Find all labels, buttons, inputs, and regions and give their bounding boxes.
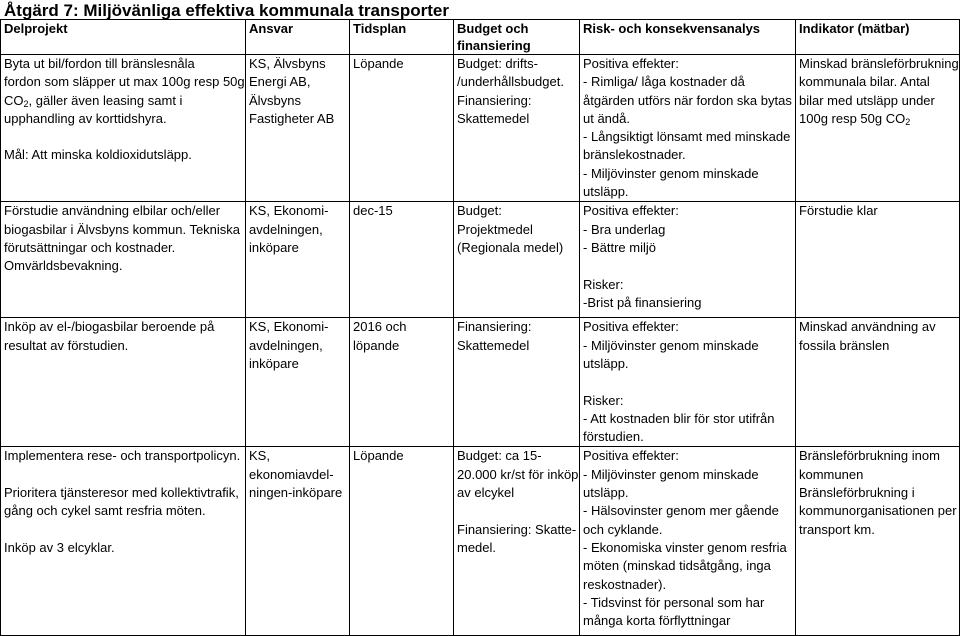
cell-text-line: Positiva effekter:	[583, 56, 679, 71]
cell-budget	[454, 318, 580, 447]
cell-text-line: Finansiering:	[457, 319, 532, 335]
cell-text-line: gång och cykel samt resfria möten.	[4, 503, 206, 519]
cell-tidsplan	[350, 55, 454, 202]
cell-delprojekt	[1, 55, 246, 202]
cell-budget	[454, 447, 580, 636]
cell-text-line: Bränsleförbrukning i	[799, 485, 915, 501]
cell-text-line: Finansiering: Skatte-	[457, 521, 577, 537]
cell-text-line: Implementera rese- och transportpolicyn.	[4, 448, 241, 464]
cell-text-line: Minskad bränsleförbrukning	[799, 56, 959, 71]
cell-text-line: medel.	[457, 539, 497, 555]
cell-tidsplan	[350, 318, 454, 447]
cell-ansvar	[246, 55, 350, 202]
table-row	[1, 318, 960, 447]
cell-text-line: Positiva effekter:	[583, 319, 679, 335]
cell-text-line: - Miljövinster genom minskade	[583, 165, 759, 181]
cell-text-line: - Miljövinster genom minskade	[583, 466, 759, 482]
cell-text-line: - Att kostnaden blir för stor utifrån	[583, 410, 775, 426]
cell-delprojekt	[1, 202, 246, 318]
cell-text-line: kommunen	[799, 466, 864, 482]
cell-text-line: KS, Ekonomi-	[249, 319, 329, 335]
cell-text-line: -Brist på finansiering	[583, 294, 702, 310]
table-row	[1, 447, 960, 636]
cell-indikator	[796, 447, 960, 636]
blank-line	[4, 466, 242, 484]
cell-text-line: Inköp av el-/biogasbilar beroende på	[4, 319, 215, 335]
cell-text-line: Älvsbyns	[249, 92, 302, 108]
cell-text-line: bilar med utsläpp under	[799, 92, 935, 108]
cell-text-line: Skattemedel	[457, 110, 530, 126]
cell-delprojekt	[1, 318, 246, 447]
cell-text-line: KS,	[249, 448, 270, 464]
cell-text-line: Fastigheter AB	[249, 110, 335, 126]
cell-text-line: ekonomiavdel-	[249, 466, 334, 482]
cell-text-line: förutsättningar och kostnader.	[4, 239, 176, 255]
header-tidsplan: Tidsplan	[350, 20, 454, 55]
cell-text-line: Energi AB,	[249, 74, 311, 90]
page-title: Åtgärd 7: Miljövänliga effektiva kommunala transporter	[4, 1, 449, 20]
cell-budget	[454, 202, 580, 318]
cell-text-line: - Miljövinster genom minskade	[583, 337, 759, 353]
cell-text-line: 100g resp 50g $CO_2$	[799, 110, 911, 127]
cell-risk	[580, 202, 796, 318]
cell-text-line: Risker:	[583, 276, 624, 292]
cell-text-line: - Ekonomiska vinster genom resfria	[583, 539, 787, 555]
cell-text-line: Minskad användning av	[799, 319, 936, 335]
cell-text-line: utsläpp.	[583, 355, 629, 371]
cell-text-line: reskostnader).	[583, 576, 667, 592]
cell-text-line: utsläpp.	[583, 184, 629, 200]
cell-indikator	[796, 202, 960, 318]
cell-text-line: biogasbilar i Älvsbyns kommun. Tekniska	[4, 221, 241, 237]
cell-text-line: Förstudie användning elbilar och/eller	[4, 203, 221, 219]
cell-text-line: Förstudie klar	[799, 203, 878, 219]
cell-text-line: kommunala bilar. Antal	[799, 74, 930, 90]
cell-text-line: Mål: Att minska koldioxidutsläpp.	[4, 147, 192, 163]
header-indikator: Indikator (mätbar)	[796, 20, 960, 55]
cell-tidsplan	[350, 202, 454, 318]
cell-text-line: upphandling av korttidshyra.	[4, 110, 167, 126]
blank-line	[4, 521, 242, 539]
cell-text-line: av elcykel	[457, 485, 515, 501]
cell-indikator	[796, 55, 960, 202]
cell-risk	[580, 318, 796, 447]
blank-line	[583, 373, 792, 391]
cell-indikator	[796, 318, 960, 447]
cell-text-line: möten (minskad tidsåtgång, inga	[583, 558, 771, 574]
cell-text-line: Risker:	[583, 392, 624, 408]
table-row	[1, 202, 960, 318]
header-risk: Risk- och konsekvensanalys	[580, 20, 796, 55]
table-row	[1, 55, 960, 202]
header-row	[1, 20, 960, 55]
cell-text-line: Projektmedel	[457, 221, 533, 237]
cell-text-line: Budget:	[457, 203, 502, 219]
cell-text-line: ut ändå.	[583, 110, 630, 126]
cell-text-line: KS, Ekonomi-	[249, 203, 329, 219]
cell-text-line: kommunorganisationen per	[799, 503, 957, 519]
cell-text-line: åtgärden utförs när fordon ska bytas	[583, 92, 792, 108]
cell-text-line: fossila bränslen	[799, 337, 890, 353]
cell-text-line: - Hälsovinster genom mer gående	[583, 503, 779, 519]
blank-line	[4, 128, 242, 146]
cell-ansvar	[246, 447, 350, 636]
cell-text-line: Budget: ca 15-	[457, 448, 542, 464]
cell-text-line: resultat av förstudien.	[4, 337, 129, 353]
cell-text-line: Positiva effekter:	[583, 448, 679, 464]
cell-text-line: - Tidsvinst för personal som har	[583, 594, 765, 610]
cell-text-line: löpande	[353, 337, 400, 353]
cell-text-line: Bränsleförbrukning inom	[799, 448, 940, 464]
cell-text-line: Finansiering:	[457, 92, 532, 108]
cell-text-line: 2016 och	[353, 319, 407, 335]
cell-ansvar	[246, 202, 350, 318]
cell-text-line: Omvärldsbevakning.	[4, 258, 123, 274]
cell-text-line: många korta förflyttningar	[583, 613, 731, 629]
cell-text-line: Prioritera tjänsteresor med kollektivtrafik,	[4, 485, 239, 501]
cell-text-line: Löpande	[353, 448, 404, 464]
cell-text-line: ningen-inköpare	[249, 485, 343, 501]
header-budget: Budget och finansiering	[454, 20, 580, 55]
cell-text-line: transport km.	[799, 521, 875, 537]
cell-text-line: inköpare	[249, 239, 299, 255]
action-table	[0, 19, 960, 636]
cell-text-line: - Bättre miljö	[583, 239, 656, 255]
cell-delprojekt	[1, 447, 246, 636]
cell-text-line: dec-15	[353, 203, 393, 219]
cell-risk	[580, 447, 796, 636]
cell-tidsplan	[350, 447, 454, 636]
cell-text-line: inköpare	[249, 355, 299, 371]
cell-ansvar	[246, 318, 350, 447]
cell-text-line: utsläpp.	[583, 485, 629, 501]
cell-text-line: /underhållsbudget.	[457, 74, 564, 90]
cell-text-line: - Långsiktigt lönsamt med minskade	[583, 129, 791, 145]
cell-text-line: Skattemedel	[457, 337, 530, 353]
cell-text-line: Löpande	[353, 56, 404, 71]
cell-text-line: Budget: drifts-	[457, 56, 538, 71]
cell-text-line: och cyklande.	[583, 521, 663, 537]
cell-text-line: avdelningen,	[249, 337, 323, 353]
cell-text-line: - Rimliga/ låga kostnader då	[583, 74, 745, 90]
blank-line	[457, 502, 576, 520]
header-delprojekt: Delprojekt	[1, 20, 246, 55]
cell-text-line: fordon som släpper ut max 100g resp 50g	[4, 74, 245, 90]
cell-text-line: bränslekostnader.	[583, 147, 686, 163]
cell-text-line: Inköp av 3 elcyklar.	[4, 539, 115, 555]
cell-text-line: (Regionala medel)	[457, 239, 564, 255]
cell-budget	[454, 55, 580, 202]
cell-risk	[580, 55, 796, 202]
cell-text-line: Byta ut bil/fordon till bränslesnåla	[4, 56, 195, 71]
cell-text-line: förstudien.	[583, 429, 644, 445]
header-ansvar: Ansvar	[246, 20, 350, 55]
cell-text-line: KS, Älvsbyns	[249, 56, 326, 71]
cell-text-line: avdelningen,	[249, 221, 323, 237]
cell-text-line: $CO_2$, gäller även leasing samt i	[4, 92, 183, 109]
cell-text-line: Positiva effekter:	[583, 203, 679, 219]
cell-text-line: 20.000 kr/st för inköp	[457, 466, 579, 482]
blank-line	[583, 257, 792, 275]
cell-text-line: - Bra underlag	[583, 221, 666, 237]
